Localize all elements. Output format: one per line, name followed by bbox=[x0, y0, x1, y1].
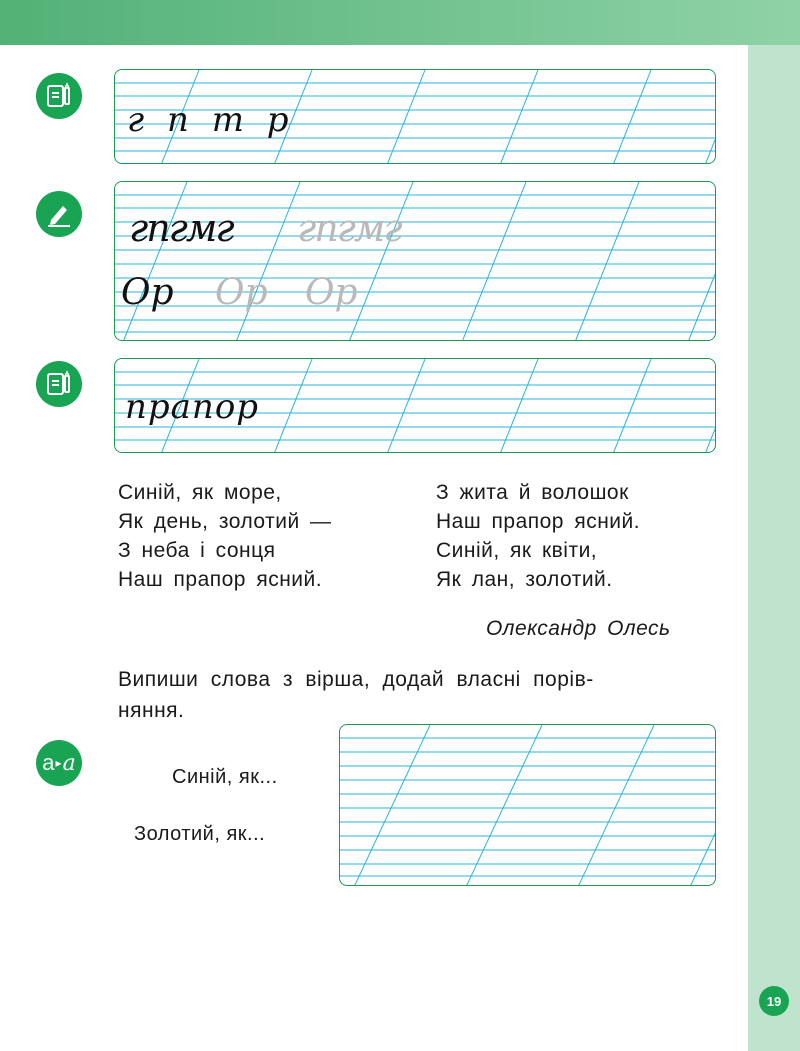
poem-column-right bbox=[436, 478, 640, 594]
page-number: 19 bbox=[759, 986, 789, 1016]
poem-line: Синій, як квіти, bbox=[436, 539, 598, 562]
ruled-lines bbox=[340, 725, 716, 886]
cursive-word: прапор bbox=[125, 387, 260, 427]
letter-transform-icon bbox=[36, 740, 82, 786]
poem-line: З жита й волошок bbox=[436, 481, 629, 504]
answer-grid[interactable] bbox=[339, 724, 716, 886]
cursive-letters: г п т р bbox=[127, 100, 295, 140]
poem-line: Наш прапор ясний. bbox=[436, 510, 641, 533]
poem-line: Наш прапор ясний. bbox=[118, 568, 323, 591]
comparison-prompt-1: Синій, як... bbox=[172, 766, 278, 788]
trace-syllable-1: Ор bbox=[215, 272, 268, 313]
pen-icon bbox=[36, 191, 82, 237]
task-instruction-line: няння. bbox=[118, 699, 185, 722]
cursive-letter: a bbox=[62, 750, 76, 776]
comparison-prompt-2: Золотий, як... bbox=[134, 823, 266, 845]
cursive-capital-syllable: Ор bbox=[121, 272, 174, 313]
handwriting-grid-1[interactable] bbox=[114, 69, 716, 164]
header-bar bbox=[0, 0, 800, 45]
notebook-icon bbox=[36, 73, 82, 119]
notebook-icon bbox=[36, 361, 82, 407]
poem-line: Синій, як море, bbox=[118, 481, 282, 504]
trace-letter-group: гпгмг bbox=[297, 206, 401, 250]
poem-line: Як лан, золотий. bbox=[436, 568, 613, 591]
poem-column-left bbox=[118, 478, 332, 594]
task-instruction-line: Випиши слова з вірша, додай власні порів- bbox=[118, 668, 594, 691]
handwriting-grid-3[interactable] bbox=[114, 358, 716, 453]
poem-line: З неба і сонця bbox=[118, 539, 276, 562]
task-instruction bbox=[118, 664, 728, 726]
trace-syllable-2: Ор bbox=[305, 272, 358, 313]
arrow-icon: ▸ bbox=[55, 756, 62, 770]
print-letter: а bbox=[42, 750, 55, 775]
handwriting-grid-2[interactable] bbox=[114, 181, 716, 341]
poem-author: Олександр Олесь bbox=[486, 617, 671, 640]
cursive-letter-group: гпгмг bbox=[129, 206, 233, 250]
page-margin-strip bbox=[748, 45, 800, 1051]
poem-line: Як день, золотий — bbox=[118, 510, 332, 533]
